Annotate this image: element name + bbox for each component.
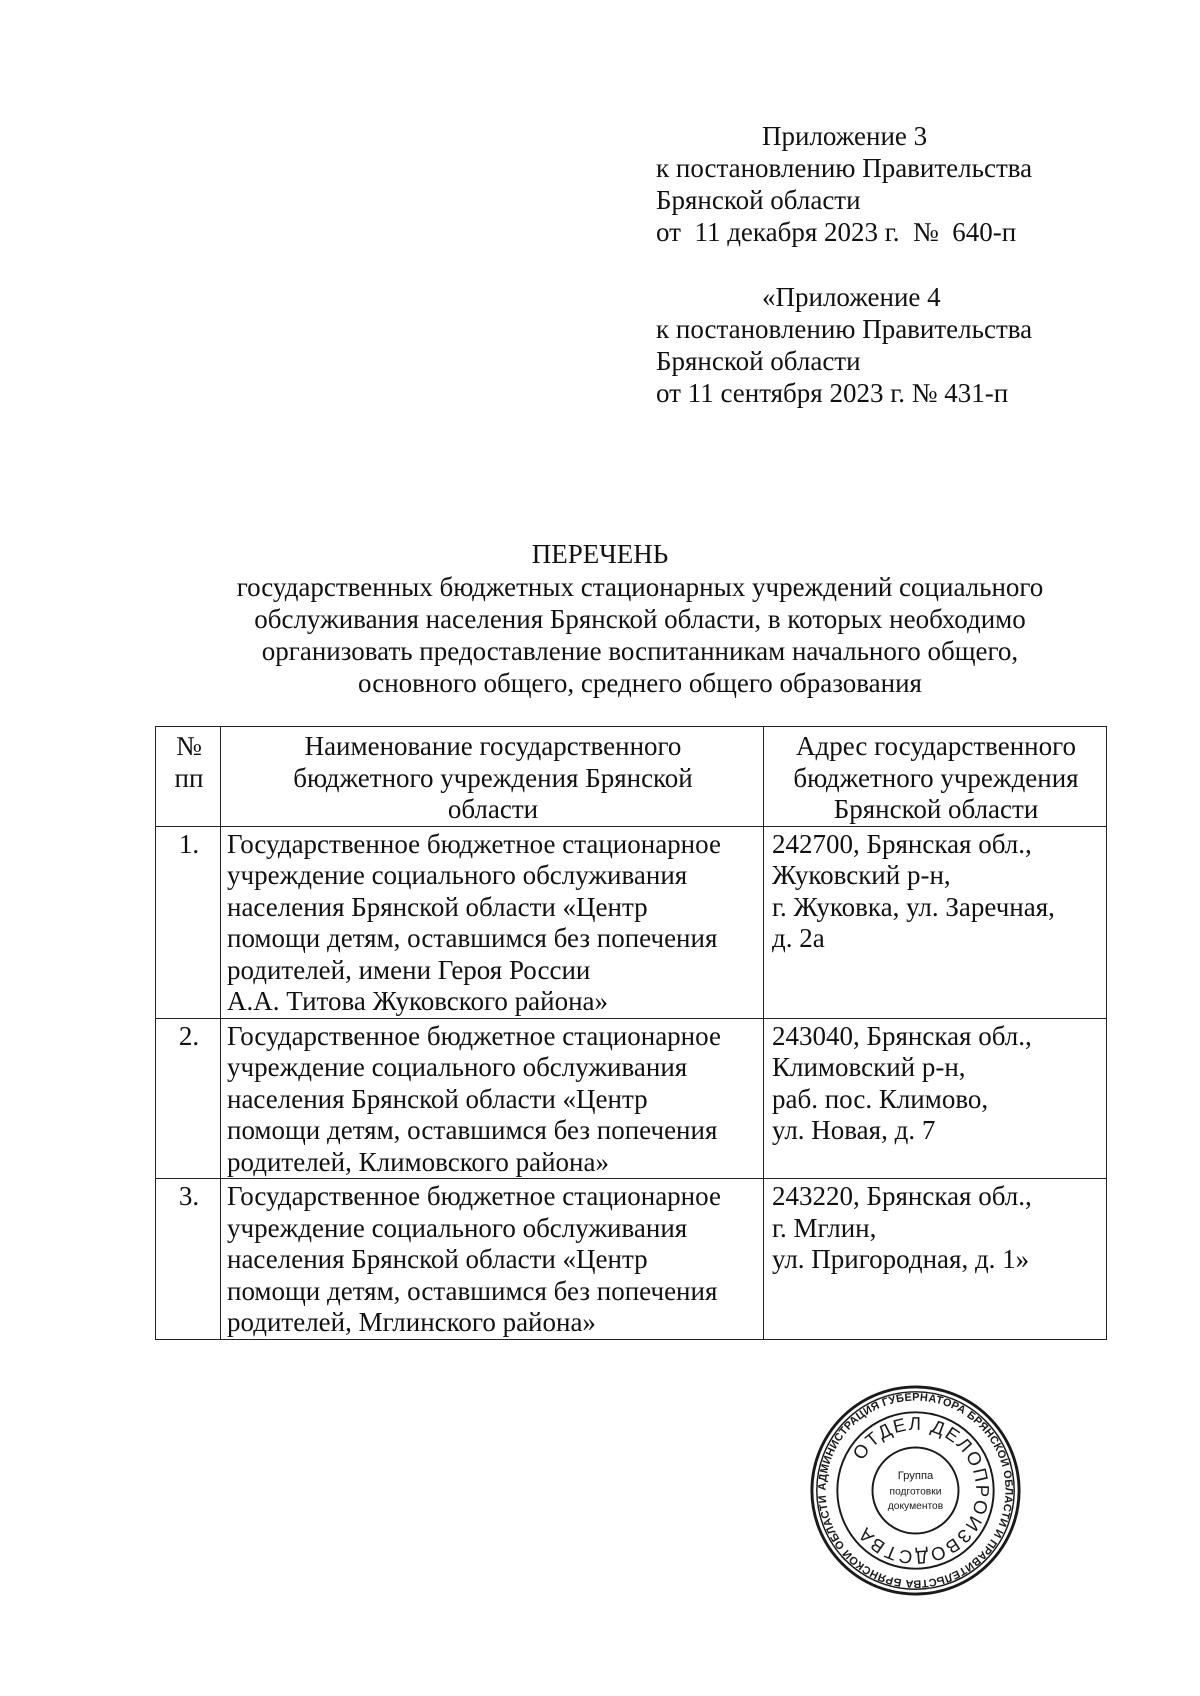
- stamp-center-line: Группа: [897, 1469, 934, 1482]
- header-address: [764, 727, 1107, 827]
- cell-line: г. Мглин,: [772, 1212, 877, 1243]
- cell-line: ул. Новая, д. 7: [772, 1115, 936, 1145]
- cell-line: помощи детям, оставшимся без попечения: [227, 923, 718, 953]
- document-subtitle: [150, 571, 1130, 699]
- institution-name-cell: [221, 826, 764, 1018]
- appendix-3-block: [656, 120, 1176, 248]
- cell-line: Государственное бюджетное стационарное: [227, 1020, 721, 1051]
- header-institution-name: [221, 727, 764, 827]
- stamp-outer-ring-text: АДМИНИСТРАЦИЯ ГУБЕРНАТОРА БРЯНСКОЙ ОБЛАСТИ И ПРАВИТЕЛЬСТВА БРЯНСКОЙ ОБЛАСТИ: [816, 1391, 1015, 1590]
- header-line: бюджетного учреждения: [793, 762, 1079, 793]
- header-line: пп: [174, 762, 204, 793]
- cell-line: учреждение социального обслуживания: [227, 1052, 688, 1082]
- address-cell: [764, 1018, 1107, 1179]
- appendix-3-line: Приложение 3: [762, 121, 928, 151]
- table-header-row: [156, 727, 1107, 827]
- cell-line: населения Брянской области «Центр: [227, 891, 648, 922]
- cell-line: ул. Пригородная, д. 1»: [772, 1244, 1030, 1274]
- cell-line: родителей, Мглинского района»: [227, 1307, 596, 1337]
- cell-line: А.А. Титова Жуковского района»: [227, 986, 609, 1016]
- cell-line: помощи детям, оставшимся без попечения: [227, 1115, 718, 1145]
- stamp-center-line: подготовки: [889, 1486, 942, 1498]
- institutions-table: [155, 726, 1107, 1340]
- appendix-4-date-line: от 11 сентября 2023 г. № 431-п: [656, 378, 1009, 408]
- document-title: ПЕРЕЧЕНЬ: [531, 539, 669, 569]
- institution-name-cell: [221, 1018, 764, 1179]
- cell-line: учреждение социального обслуживания: [227, 1212, 688, 1243]
- institution-name-cell: [221, 1179, 764, 1340]
- cell-line: родителей, Климовского района»: [227, 1146, 609, 1177]
- appendix-4-line: к постановлению Правительства: [656, 314, 1033, 344]
- appendix-4-block: [656, 281, 1176, 409]
- row-number: 3.: [156, 1179, 221, 1340]
- stamp-center-line: документов: [887, 1501, 944, 1513]
- cell-line: д. 2а: [772, 923, 825, 953]
- cell-line: 243220, Брянская обл.,: [772, 1181, 1032, 1211]
- subtitle-line: основного общего, среднего общего образования: [358, 668, 922, 698]
- cell-line: Государственное бюджетное стационарное: [227, 828, 721, 859]
- row-number: 2.: [156, 1018, 221, 1179]
- table-row: [156, 1018, 1107, 1179]
- office-stamp-seal: [808, 1383, 1023, 1598]
- cell-line: Жуковский р-н,: [772, 860, 951, 890]
- header-line: Брянской области: [833, 794, 1039, 824]
- address-cell: [764, 826, 1107, 1018]
- cell-line: помощи детям, оставшимся без попечения: [227, 1275, 718, 1306]
- cell-line: 243040, Брянская обл.,: [772, 1020, 1032, 1051]
- header-line: Наименование государственного: [304, 731, 682, 761]
- subtitle-line: обслуживания населения Брянской области, в которых необходимо: [254, 604, 1026, 634]
- address-cell: [764, 1179, 1107, 1340]
- appendix-3-line: Брянской области: [656, 185, 861, 215]
- cell-line: Государственное бюджетное стационарное: [227, 1181, 721, 1211]
- cell-line: г. Жуковка, ул. Заречная,: [772, 891, 1055, 922]
- cell-line: населения Брянской области «Центр: [227, 1083, 648, 1114]
- header-number: [156, 727, 221, 827]
- cell-line: родителей, имени Героя России: [227, 954, 591, 985]
- cell-line: населения Брянской области «Центр: [227, 1244, 648, 1274]
- appendix-4-line: Брянской области: [656, 346, 861, 376]
- cell-line: раб. пос. Климово,: [772, 1083, 989, 1114]
- cell-line: учреждение социального обслуживания: [227, 860, 688, 890]
- cell-line: 242700, Брянская обл.,: [772, 828, 1032, 859]
- cell-line: Климовский р-н,: [772, 1052, 966, 1082]
- header-line: Адрес государственного: [795, 731, 1076, 761]
- subtitle-line: организовать предоставление воспитанникам начального общего,: [261, 636, 1019, 666]
- header-line: области: [447, 794, 539, 824]
- appendix-3-date-line: от 11 декабря 2023 г. № 640-п: [656, 217, 1017, 247]
- appendix-4-line: «Приложение 4: [762, 282, 941, 312]
- row-number: 1.: [156, 826, 221, 1018]
- header-line: бюджетного учреждения Брянской: [293, 762, 693, 793]
- appendix-3-line: к постановлению Правительства: [656, 153, 1033, 183]
- table-row: [156, 826, 1107, 1018]
- table-row: [156, 1179, 1107, 1340]
- stamp-inner-ring-text: ОТДЕЛ ДЕЛОПРОИЗВОДСТВА: [848, 1412, 994, 1569]
- header-line: №: [176, 731, 202, 761]
- subtitle-line: государственных бюджетных стационарных учреждений социального: [236, 572, 1044, 602]
